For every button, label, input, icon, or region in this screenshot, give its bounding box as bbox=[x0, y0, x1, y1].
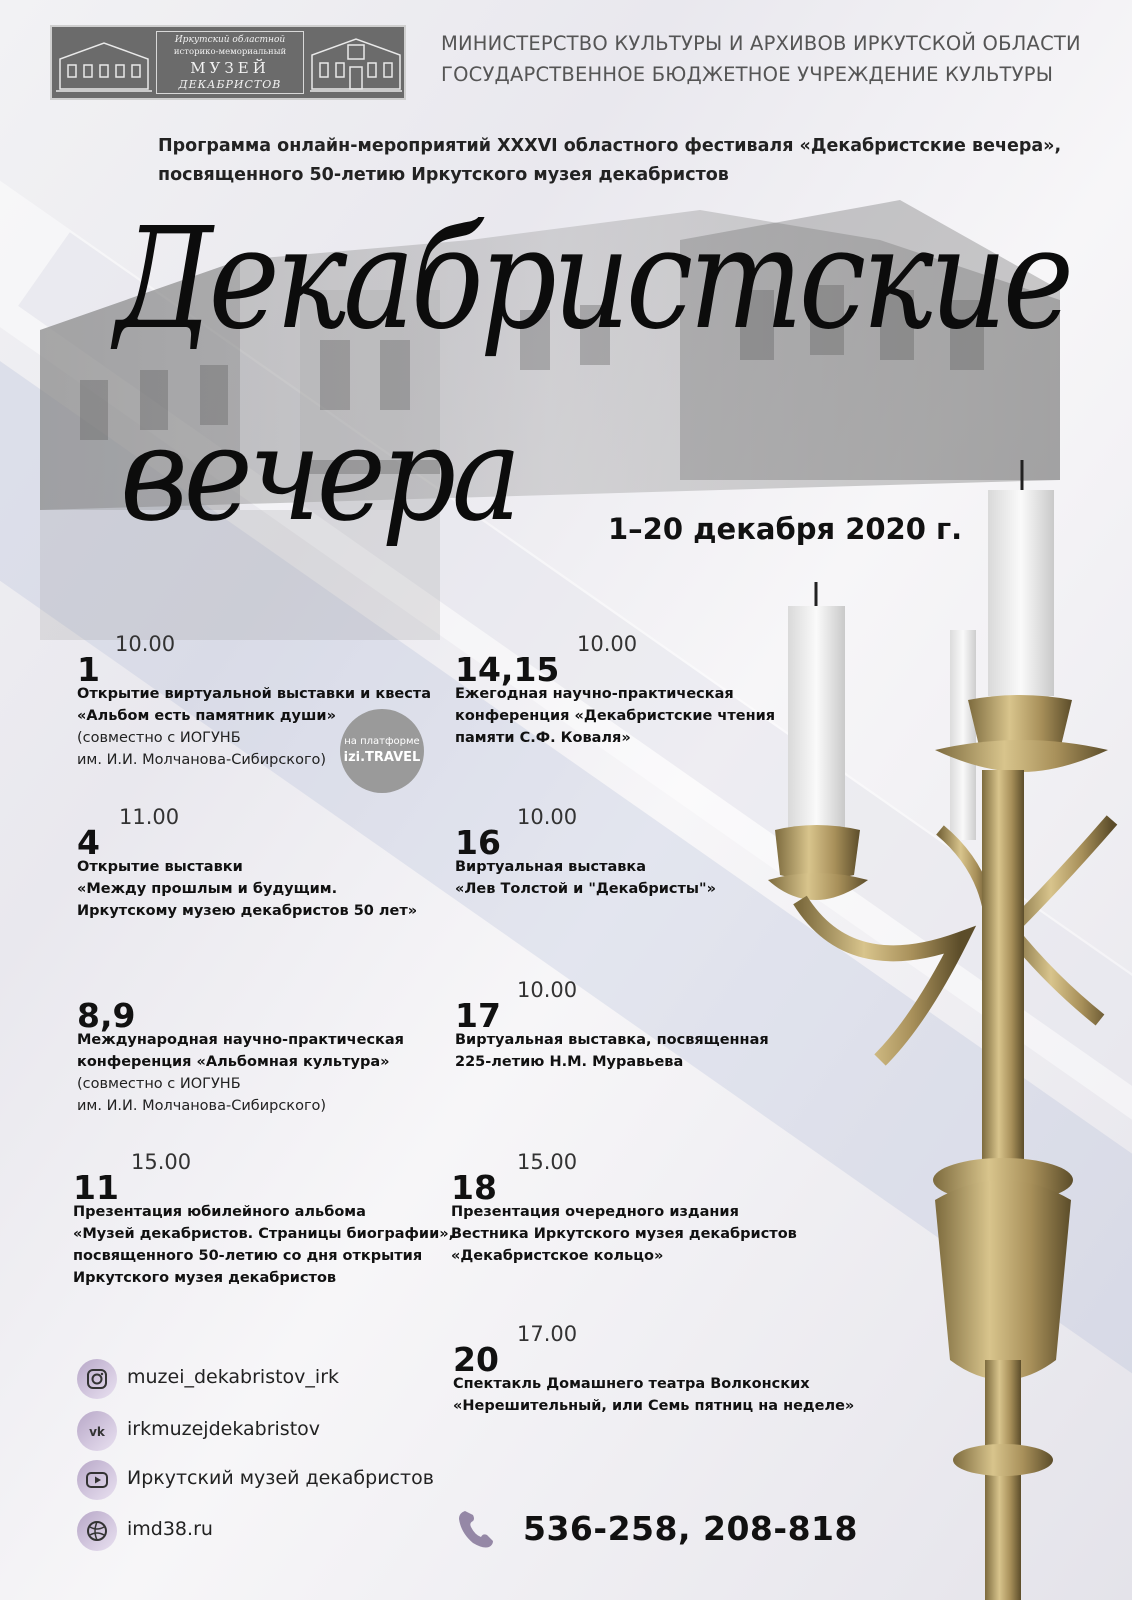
event-time: 10.00 bbox=[517, 978, 578, 1002]
program-line-2: посвященного 50-летию Иркутского музея декабристов bbox=[158, 165, 729, 185]
event-line: конференция «Декабристские чтения bbox=[455, 708, 776, 724]
event-note: им. И.И. Молчанова-Сибирского) bbox=[77, 752, 327, 768]
event-time: 15.00 bbox=[517, 1150, 578, 1174]
museum-logo bbox=[50, 25, 406, 100]
candelabra-image bbox=[760, 460, 1132, 1600]
logo-line-2: историко-мемориальный bbox=[173, 47, 287, 57]
event-line: Ежегодная научно-практическая bbox=[455, 686, 734, 702]
event-line: посвященного 50-летию со дня открытия bbox=[73, 1248, 423, 1264]
event-line: Иркутского музея декабристов bbox=[73, 1270, 337, 1286]
instagram-icon bbox=[77, 1359, 117, 1399]
event-note: (совместно с ИОГУНБ bbox=[77, 1076, 241, 1092]
event-line: Презентация юбилейного альбома bbox=[73, 1204, 366, 1220]
event-day: 4 bbox=[77, 823, 100, 862]
event-line: памяти С.Ф. Коваля» bbox=[455, 730, 631, 746]
festival-title-line-1: Декабристские bbox=[115, 198, 1070, 361]
event-description bbox=[451, 1201, 797, 1267]
logo-line-1: Иркутский областной bbox=[174, 35, 286, 45]
event-day: 17 bbox=[455, 996, 501, 1035]
izi-platform-label: на платформе bbox=[344, 736, 420, 747]
event-day: 8,9 bbox=[77, 996, 136, 1035]
event-description bbox=[455, 856, 716, 900]
event-line: «Альбом есть памятник души» bbox=[77, 708, 336, 724]
event-description bbox=[455, 683, 775, 749]
phone-icon bbox=[455, 1507, 499, 1551]
festival-title-line-2: вечера bbox=[120, 398, 518, 550]
event-line: Открытие выставки bbox=[77, 859, 243, 875]
event-note: им. И.И. Молчанова-Сибирского) bbox=[77, 1098, 327, 1114]
youtube-icon bbox=[77, 1460, 117, 1500]
logo-line-3: МУЗЕЙ bbox=[190, 59, 270, 77]
event-line: Иркутскому музею декабристов 50 лет» bbox=[77, 903, 418, 919]
globe-icon bbox=[77, 1511, 117, 1551]
izi-travel-badge bbox=[340, 709, 424, 793]
event-line: «Нерешительный, или Семь пятниц на неделе» bbox=[453, 1398, 855, 1414]
event-time: 10.00 bbox=[517, 805, 578, 829]
event-day: 20 bbox=[453, 1340, 499, 1379]
event-line: Международная научно-практическая bbox=[77, 1032, 404, 1048]
social-label: irkmuzejdekabristov bbox=[127, 1418, 321, 1440]
event-day: 1 bbox=[77, 650, 100, 689]
festival-dates: 1–20 декабря 2020 г. bbox=[608, 512, 963, 546]
event-description bbox=[77, 1029, 404, 1117]
event-line: Виртуальная выставка, посвященная bbox=[455, 1032, 769, 1048]
event-day: 11 bbox=[73, 1168, 119, 1207]
event-day: 14,15 bbox=[455, 650, 560, 689]
event-line: Вестника Иркутского музея декабристов bbox=[451, 1226, 797, 1242]
event-time: 11.00 bbox=[119, 805, 180, 829]
event-line: «Декабристское кольцо» bbox=[451, 1248, 664, 1264]
event-day: 16 bbox=[455, 823, 501, 862]
museum-facade-icon bbox=[308, 29, 404, 99]
vk-icon bbox=[77, 1411, 117, 1451]
event-line: конференция «Альбомная культура» bbox=[77, 1054, 390, 1070]
event-line: «Музей декабристов. Страницы биографии», bbox=[73, 1226, 455, 1242]
program-line-1: Программа онлайн-мероприятий XXXVI областного фестиваля «Декабристские вечера», bbox=[158, 136, 1062, 156]
svg-text:vk: vk bbox=[89, 1425, 105, 1439]
ministry-line-2: ГОСУДАРСТВЕННОЕ БЮДЖЕТНОЕ УЧРЕЖДЕНИЕ КУЛЬТУРЫ bbox=[441, 63, 1054, 86]
event-description bbox=[455, 1029, 769, 1073]
event-line: «Между прошлым и будущим. bbox=[77, 881, 338, 897]
event-description bbox=[453, 1373, 854, 1417]
event-line: 225-летию Н.М. Муравьева bbox=[455, 1054, 684, 1070]
phone-numbers: 536-258, 208-818 bbox=[523, 1509, 858, 1548]
logo-text-box bbox=[156, 31, 304, 94]
event-day: 18 bbox=[451, 1168, 497, 1207]
social-label: Иркутский музей декабристов bbox=[127, 1467, 434, 1489]
izi-platform-name: izi.TRAVEL bbox=[343, 750, 421, 765]
social-label: imd38.ru bbox=[127, 1518, 213, 1540]
logo-line-4: ДЕКАБРИСТОВ bbox=[178, 78, 282, 91]
event-line: Спектакль Домашнего театра Волконских bbox=[453, 1376, 810, 1392]
event-line: «Лев Толстой и "Декабристы"» bbox=[455, 881, 716, 897]
event-time: 10.00 bbox=[577, 632, 638, 656]
event-time: 17.00 bbox=[517, 1322, 578, 1346]
ministry-line-1: МИНИСТЕРСТВО КУЛЬТУРЫ И АРХИВОВ ИРКУТСКОЙ ОБЛАСТИ bbox=[441, 32, 1081, 55]
event-line: Открытие виртуальной выставки и квеста bbox=[77, 686, 431, 702]
event-line: Презентация очередного издания bbox=[451, 1204, 739, 1220]
social-label: muzei_dekabristov_irk bbox=[127, 1366, 340, 1388]
event-description bbox=[77, 856, 417, 922]
event-time: 10.00 bbox=[115, 632, 176, 656]
event-note: (совместно с ИОГУНБ bbox=[77, 730, 241, 746]
museum-building-icon bbox=[54, 29, 154, 99]
event-description bbox=[73, 1201, 454, 1289]
event-line: Виртуальная выставка bbox=[455, 859, 647, 875]
event-time: 15.00 bbox=[131, 1150, 192, 1174]
